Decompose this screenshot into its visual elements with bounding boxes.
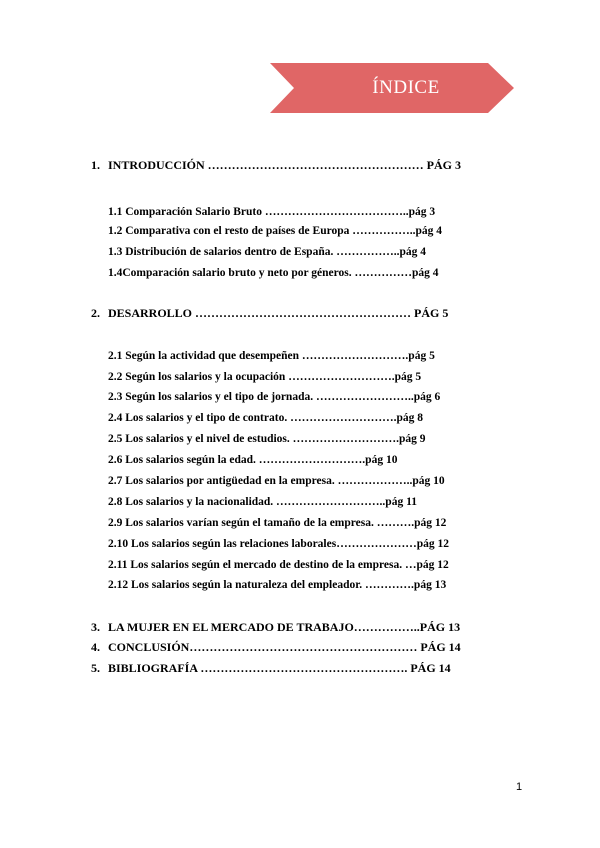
toc-entry-text: 1.4Comparación salario bruto y neto por géneros. ……………pág 4 bbox=[108, 267, 439, 279]
toc-entry-text: 2.4 Los salarios y el tipo de contrato. ……………………….pág 8 bbox=[108, 412, 423, 424]
toc-subentry-2-2[interactable] bbox=[108, 370, 421, 384]
toc-entry-text: 2.11 Los salarios según el mercado de destino de la empresa. …pág 12 bbox=[108, 559, 449, 571]
toc-entry-text: INTRODUCCIÓN ……………………………………………… PÁG 3 bbox=[108, 158, 462, 172]
toc-entry-number: 5. bbox=[91, 661, 100, 675]
toc-entry-desarrollo[interactable] bbox=[91, 306, 448, 320]
toc-entry-text: 2.9 Los salarios varían según el tamaño de la empresa. ……….pág 12 bbox=[108, 517, 447, 529]
toc-entry-conclusion[interactable] bbox=[91, 640, 461, 654]
index-title: ÍNDICE bbox=[372, 77, 440, 98]
toc-entry-text: 2.3 Según los salarios y el tipo de jornada. ……………………..pág 6 bbox=[108, 391, 441, 403]
toc-subentry-1-2[interactable] bbox=[108, 224, 442, 238]
toc-entry-text: BIBLIOGRAFÍA ……………………………………………. PÁG 14 bbox=[108, 661, 451, 675]
toc-entry-text: 1.1 Comparación Salario Bruto ………………………………..pág 3 bbox=[108, 206, 436, 218]
toc-subentry-1-3[interactable] bbox=[108, 245, 426, 259]
toc-subentry-2-9[interactable] bbox=[108, 516, 446, 530]
toc-entry-text: 2.1 Según la actividad que desempeñen ……………………….pág 5 bbox=[108, 350, 435, 362]
toc-entry-text: CONCLUSIÓN………………………………………………… PÁG 14 bbox=[108, 640, 461, 654]
toc-subentry-2-8[interactable] bbox=[108, 495, 417, 509]
toc-subentry-2-10[interactable] bbox=[108, 537, 449, 551]
index-banner bbox=[270, 63, 514, 113]
toc-subentry-1-4[interactable] bbox=[108, 266, 439, 280]
toc-entry-text: 2.2 Según los salarios y la ocupación ……………………….pág 5 bbox=[108, 371, 422, 383]
toc-entry-text: 2.5 Los salarios y el nivel de estudios. ……………………….pág 9 bbox=[108, 433, 426, 445]
toc-entry-text: 1.2 Comparativa con el resto de países de Europa ……………..pág 4 bbox=[108, 225, 443, 237]
toc-entry-text: 2.7 Los salarios por antigüedad en la empresa. ………………..pág 10 bbox=[108, 475, 445, 487]
page-number: 1 bbox=[516, 781, 523, 793]
toc-entry-text: LA MUJER EN EL MERCADO DE TRABAJO……………..PÁG 13 bbox=[108, 620, 461, 634]
toc-entry-text: 2.12 Los salarios según la naturaleza del empleador. ………….pág 13 bbox=[108, 579, 447, 591]
toc-entry-number: 4. bbox=[91, 640, 100, 654]
toc-subentry-2-3[interactable] bbox=[108, 390, 440, 404]
toc-entry-text: 1.3 Distribución de salarios dentro de España. ……………..pág 4 bbox=[108, 246, 426, 258]
toc-entry-bibliografia[interactable] bbox=[91, 661, 451, 675]
toc-subentry-2-12[interactable] bbox=[108, 578, 446, 592]
toc-subentry-1-1[interactable] bbox=[108, 205, 435, 219]
toc-entry-mujer-mercado[interactable] bbox=[91, 620, 460, 634]
toc-entry-number: 3. bbox=[91, 620, 100, 634]
toc-entry-text: 2.6 Los salarios según la edad. ……………………….pág 10 bbox=[108, 454, 398, 466]
toc-subentry-2-11[interactable] bbox=[108, 558, 449, 572]
toc-subentry-2-7[interactable] bbox=[108, 474, 445, 488]
toc-subentry-2-1[interactable] bbox=[108, 349, 435, 363]
toc-entry-introduccion[interactable] bbox=[91, 158, 461, 172]
toc-entry-text: DESARROLLO ……………………………………………… PÁG 5 bbox=[108, 306, 449, 320]
toc-entry-number: 2. bbox=[91, 306, 100, 320]
toc-subentry-2-4[interactable] bbox=[108, 411, 423, 425]
toc-subentry-2-6[interactable] bbox=[108, 453, 397, 467]
toc-subentry-2-5[interactable] bbox=[108, 432, 426, 446]
toc-entry-text: 2.8 Los salarios y la nacionalidad. ………………………..pág 11 bbox=[108, 496, 417, 508]
toc-entry-text: 2.10 Los salarios según las relaciones laborales…………………pág 12 bbox=[108, 538, 449, 550]
toc-entry-number: 1. bbox=[91, 158, 100, 172]
